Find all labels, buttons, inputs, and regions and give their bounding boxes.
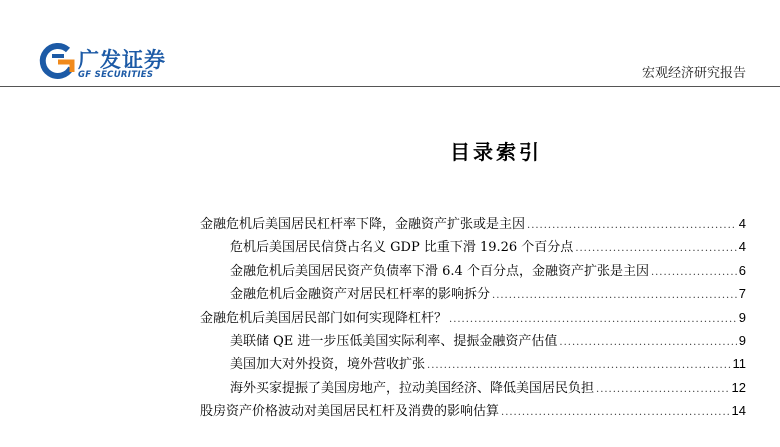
toc-entry-title[interactable]: 金融危机后美国居民资产负债率下滑 6.4 个百分点，金融资产扩张是主因 bbox=[230, 263, 649, 279]
toc-entry-page[interactable]: 9 bbox=[738, 332, 746, 348]
toc-entry-page[interactable]: 4 bbox=[738, 239, 746, 255]
report-type-label: 宏观经济研究报告 bbox=[641, 66, 746, 81]
toc-entry-title[interactable]: 美联储 QE 进一步压低美国实际利率、提振金融资产估值 bbox=[230, 333, 558, 349]
toc-entry-page[interactable]: 4 bbox=[738, 216, 746, 231]
gf-logo-icon bbox=[38, 42, 78, 82]
toc-entry-page[interactable]: 11 bbox=[732, 356, 746, 372]
toc-entry[interactable] bbox=[200, 212, 746, 235]
toc-dot-leader bbox=[492, 284, 737, 307]
table-of-contents bbox=[200, 212, 746, 423]
toc-entry-page[interactable]: 6 bbox=[738, 262, 746, 278]
toc-entry-title[interactable]: 股房资产价格波动对美国居民杠杆及消费的影响估算 bbox=[200, 404, 500, 420]
toc-title: 目录索引 bbox=[450, 140, 542, 164]
toc-entry[interactable] bbox=[200, 306, 746, 329]
toc-dot-leader bbox=[559, 331, 736, 354]
toc-dot-leader bbox=[427, 354, 730, 377]
toc-dot-leader bbox=[501, 401, 730, 424]
page-header bbox=[0, 0, 780, 90]
toc-entry-page[interactable]: 7 bbox=[738, 286, 746, 302]
toc-entry-page[interactable]: 14 bbox=[731, 403, 746, 419]
toc-dot-leader bbox=[449, 308, 737, 331]
toc-dot-leader bbox=[527, 214, 737, 237]
toc-entry[interactable] bbox=[200, 376, 746, 399]
toc-entry-page[interactable]: 12 bbox=[731, 379, 746, 395]
company-logo bbox=[38, 42, 168, 88]
toc-dot-leader bbox=[575, 237, 736, 260]
toc-dot-leader bbox=[596, 378, 730, 401]
logo-chinese-text: 广发证券 bbox=[78, 48, 166, 72]
toc-entry-title[interactable]: 金融危机后金融资产对居民杠杆率的影响拆分 bbox=[230, 287, 491, 303]
toc-entry[interactable] bbox=[200, 352, 746, 375]
toc-entry-title[interactable]: 美国加大对外投资，境外营收扩张 bbox=[230, 357, 426, 373]
toc-entry[interactable] bbox=[200, 259, 746, 282]
toc-entry-title[interactable]: 金融危机后美国居民部门如何实现降杠杆？ bbox=[200, 310, 448, 326]
toc-entry-title[interactable]: 海外买家提振了美国房地产，拉动美国经济、降低美国居民负担 bbox=[230, 380, 595, 396]
header-divider bbox=[0, 86, 780, 87]
toc-entry[interactable] bbox=[200, 399, 746, 422]
toc-entry-page[interactable]: 9 bbox=[738, 309, 746, 325]
toc-entry[interactable] bbox=[200, 235, 746, 258]
toc-entry[interactable] bbox=[200, 282, 746, 305]
toc-entry[interactable] bbox=[200, 329, 746, 352]
toc-entry-title[interactable]: 金融危机后美国居民杠杆率下降，金融资产扩张或是主因 bbox=[200, 217, 526, 232]
toc-dot-leader bbox=[651, 261, 737, 284]
logo-english-text: GF SECURITIES bbox=[78, 70, 154, 80]
toc-entry-title[interactable]: 危机后美国居民信贷占名义 GDP 比重下滑 19.26 个百分点 bbox=[230, 240, 574, 256]
